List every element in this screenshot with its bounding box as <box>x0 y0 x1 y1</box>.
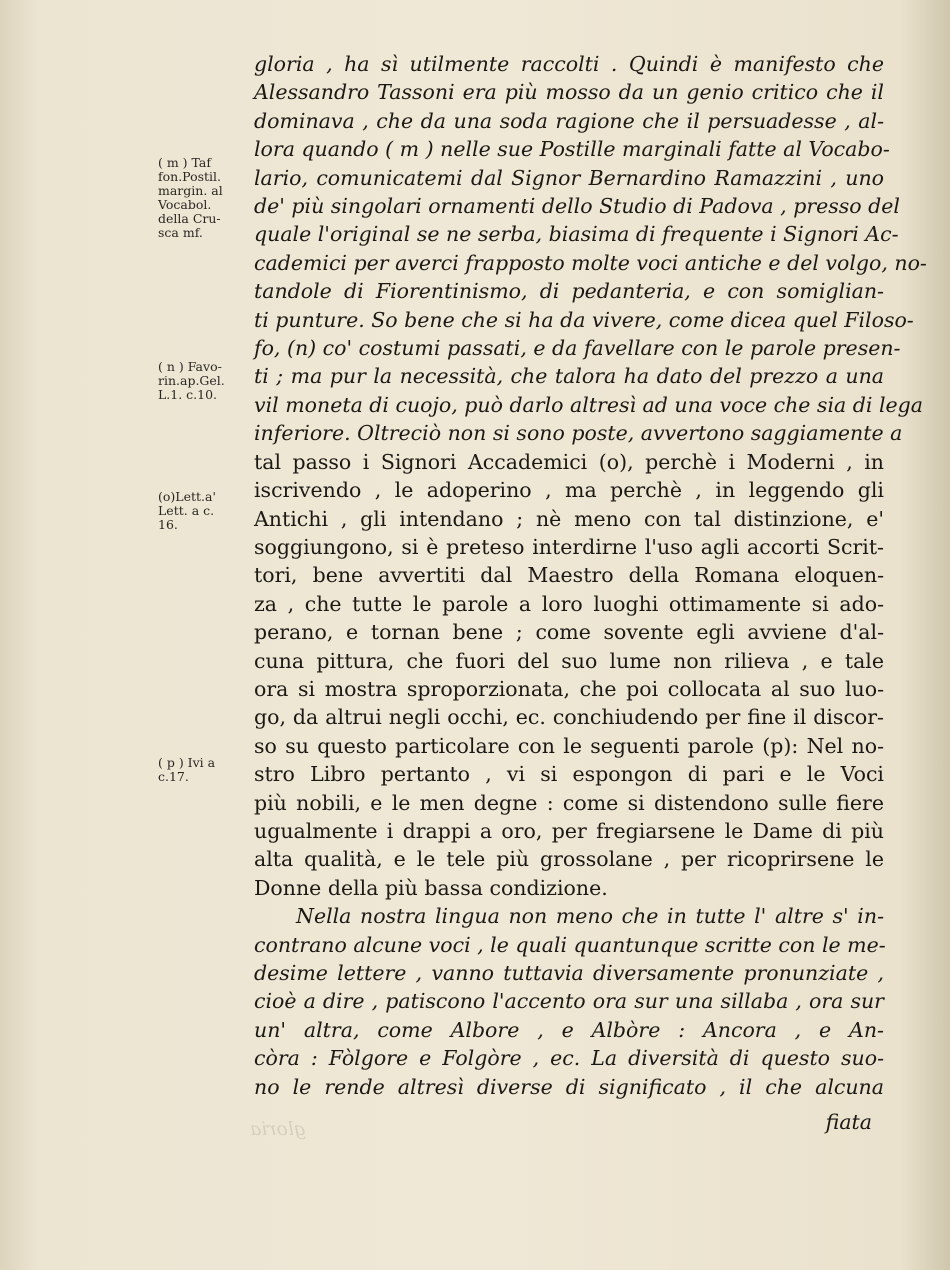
margin-note-line: Vocabol. <box>158 197 212 212</box>
margin-note-line: c.17. <box>158 769 189 784</box>
text-line: de' più singolari ornamenti dello Studio di Padova , presso del <box>254 194 900 219</box>
text-line: cuna pittura, che fuori del suo lume non rilieva , e tale <box>254 648 884 673</box>
text-line: un' altra, come Albore , e Albòre : Ancora , e An- <box>254 1017 884 1042</box>
text-line: ugualmente i drappi a oro, per fregiarsene le Dame di più <box>254 818 884 843</box>
catchword: fiata <box>825 1110 872 1134</box>
text-line: Donne della più bassa condizione. <box>254 875 608 900</box>
text-line: più nobili, e le men degne : come si distendono sulle fiere <box>254 790 884 815</box>
margin-note-line: margin. al <box>158 183 223 198</box>
margin-note-line: fon.Postil. <box>158 169 222 184</box>
text-line: vil moneta di cuojo, può darlo altresì ad una voce che sia di lega <box>254 392 923 417</box>
text-line: iscrivendo , le adoperino , ma perchè , in leggendo gli <box>254 478 884 503</box>
text-line: soggiungono, si è preteso interdirne l'uso agli accorti Scrit- <box>254 534 884 559</box>
margin-note-line: Lett. a c. <box>158 503 215 518</box>
text-line: lario, comunicatemi dal Signor Bernardino Ramazzini , uno <box>254 165 884 190</box>
text-line: ora si mostra sproporzionata, che poi collocata al suo luo- <box>254 676 884 701</box>
margin-note-o <box>158 490 258 532</box>
margin-note-line: 16. <box>158 517 178 532</box>
text-line: desime lettere , vanno tuttavia diversamente pronunziate , <box>254 961 884 985</box>
text-line: lora quando ( m ) nelle sue Postille marginali fatte al Vocabo- <box>254 137 890 162</box>
margin-note-n <box>158 360 258 402</box>
margin-note-line: sca mf. <box>158 225 203 240</box>
margin-note-line: ( p ) Ivi a <box>158 755 216 770</box>
body-text <box>254 50 927 1101</box>
text-line: ti ; ma pur la necessità, che talora ha dato del prezzo a una <box>254 364 884 389</box>
text-line: tal passo i Signori Accademici (o), perchè i Moderni , in <box>254 449 884 474</box>
text-line: Nella nostra lingua non meno che in tutte l' altre s' in- <box>296 904 884 929</box>
bleed-through-text: gloria <box>250 1118 307 1140</box>
text-line: stro Libro pertanto , vi si espongon di pari e le Voci <box>254 762 884 787</box>
text-line: contrano alcune voci , le quali quantunque scritte con le me- <box>254 932 886 957</box>
margin-note-line: ( n ) Favo- <box>158 359 222 374</box>
text-line: inferiore. Oltreciò non si sono poste, avvertono saggiamente a <box>254 421 903 446</box>
text-line: cademici per averci frapposto molte voci antiche e del volgo, no- <box>254 250 927 275</box>
margin-note-line: (o)Lett.a' <box>158 489 216 504</box>
text-line: za , che tutte le parole a loro luoghi ottimamente si ado- <box>254 591 884 616</box>
text-line: Antichi , gli intendano ; nè meno con tal distinzione, e' <box>254 506 884 531</box>
margin-note-p <box>158 756 258 784</box>
margin-note-line: della Cru- <box>158 211 221 226</box>
text-line: so su questo particolare con le seguenti parole (p): Nel no- <box>254 733 884 758</box>
margin-note-m <box>158 156 258 240</box>
text-line: no le rende altresì diverse di significato , il che alcuna <box>254 1074 884 1099</box>
text-line: go, da altrui negli occhi, ec. conchiudendo per fine il discor- <box>254 705 884 730</box>
text-line: tandole di Fiorentinismo, di pedanteria, e con somiglian- <box>254 279 884 304</box>
margin-note-line: rin.ap.Gel. <box>158 373 225 388</box>
text-line: tori, bene avvertiti dal Maestro della Romana eloquen- <box>254 563 884 588</box>
margin-note-line: ( m ) Taf <box>158 155 211 170</box>
text-line: gloria , ha sì utilmente raccolti . Quindi è manifesto che <box>254 52 884 76</box>
text-line: fo, (n) co' costumi passati, e da favellare con le parole presen- <box>254 336 901 361</box>
text-line: cioè a dire , patiscono l'accento ora sur una sillaba , ora sur <box>254 989 884 1014</box>
text-line: ti punture. So bene che si ha da vivere, come dicea quel Filoso- <box>254 307 914 332</box>
text-line: perano, e tornan bene ; come sovente egli avviene d'al- <box>254 620 884 645</box>
text-line: dominava , che da una soda ragione che il persuadesse , al- <box>254 108 884 133</box>
text-line: Alessandro Tassoni era più mosso da un genio critico che il <box>254 80 884 105</box>
text-line: alta qualità, e le tele più grossolane , per ricoprirsene le <box>254 847 884 872</box>
text-line: quale l'original se ne serba, biasima di frequente i Signori Ac- <box>254 222 899 247</box>
margin-note-line: L.1. c.10. <box>158 387 218 402</box>
text-line: còra : Fòlgore e Folgòre , ec. La diversità di questo suo- <box>254 1046 884 1071</box>
